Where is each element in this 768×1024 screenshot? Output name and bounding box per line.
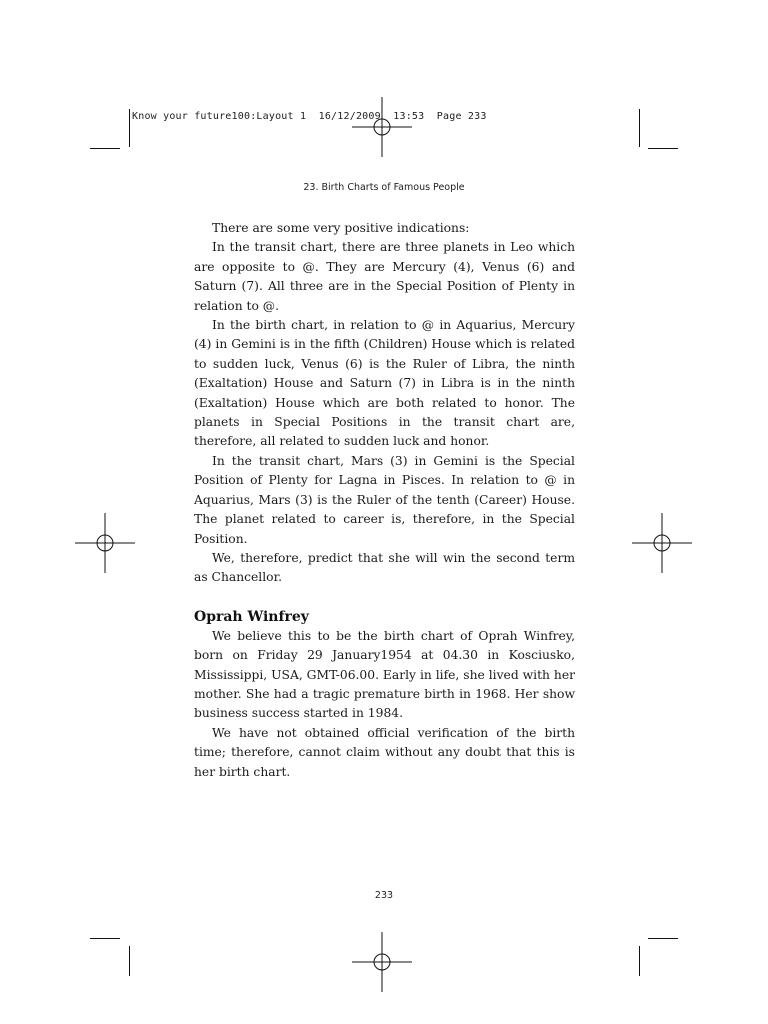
body-paragraph: In the transit chart, there are three planets in Leo which are opposite to @. They are Mercury (4), Venus (6) and Saturn (7). All three are in the Special Position of Plenty in relation to @.: [194, 240, 575, 313]
crop-mark-bottom-left-h: [90, 938, 120, 939]
page-number: 233: [374, 890, 394, 901]
crop-mark-top-left-v: [129, 109, 130, 147]
registration-target-icon: [632, 513, 692, 573]
body-paragraph: We, therefore, predict that she will win the second term as Chancellor.: [194, 550, 575, 585]
body-paragraph: In the transit chart, Mars (3) in Gemini is the Special Position of Plenty for Lagna in Pisces. In relation to @ in Aquarius, Mars (3) is the Ruler of the tenth (Career) House. The planet related to career is, therefore, in the Special Position.: [194, 453, 575, 546]
crop-mark-bottom-right-v: [639, 946, 640, 976]
body-paragraph: We have not obtained official verification of the birth time; therefore, cannot claim without any doubt that this is her birth chart.: [194, 725, 575, 779]
print-slug-line: Know your future100:Layout 1 16/12/2009 13:53 Page 233: [132, 111, 487, 122]
page-body: [194, 219, 575, 782]
section-heading: Oprah Winfrey: [194, 608, 309, 625]
body-paragraph: In the birth chart, in relation to @ in Aquarius, Mercury (4) in Gemini is in the fifth (Children) House which is related to sudden luck, Venus (6) is the Ruler of Libra, the ninth (Exaltation) House and Saturn (7) in Libra is in the ninth (Exaltation) House which are both related to honor. The planets in Special Positions in the transit chart are, therefore, all related to sudden luck and honor.: [194, 318, 575, 449]
body-paragraph: There are some very positive indications:: [212, 221, 470, 235]
registration-target-icon: [352, 932, 412, 992]
body-paragraph: We believe this to be the birth chart of Oprah Winfrey, born on Friday 29 January1954 at 04.30 in Kosciusko, Mississippi, USA, GMT-06.00. Early in life, she lived with her mother. She had a tragic premature birth in 1968. Her show business success started in 1984.: [194, 628, 575, 721]
crop-mark-bottom-right-h: [648, 938, 678, 939]
crop-mark-top-right-h: [648, 148, 678, 149]
registration-target-icon: [75, 513, 135, 573]
crop-mark-top-left-h: [90, 148, 120, 149]
crop-mark-top-right-v: [639, 109, 640, 147]
running-head: 23. Birth Charts of Famous People: [303, 182, 465, 193]
crop-mark-bottom-left-v: [129, 946, 130, 976]
registration-target-icon: [352, 97, 412, 157]
